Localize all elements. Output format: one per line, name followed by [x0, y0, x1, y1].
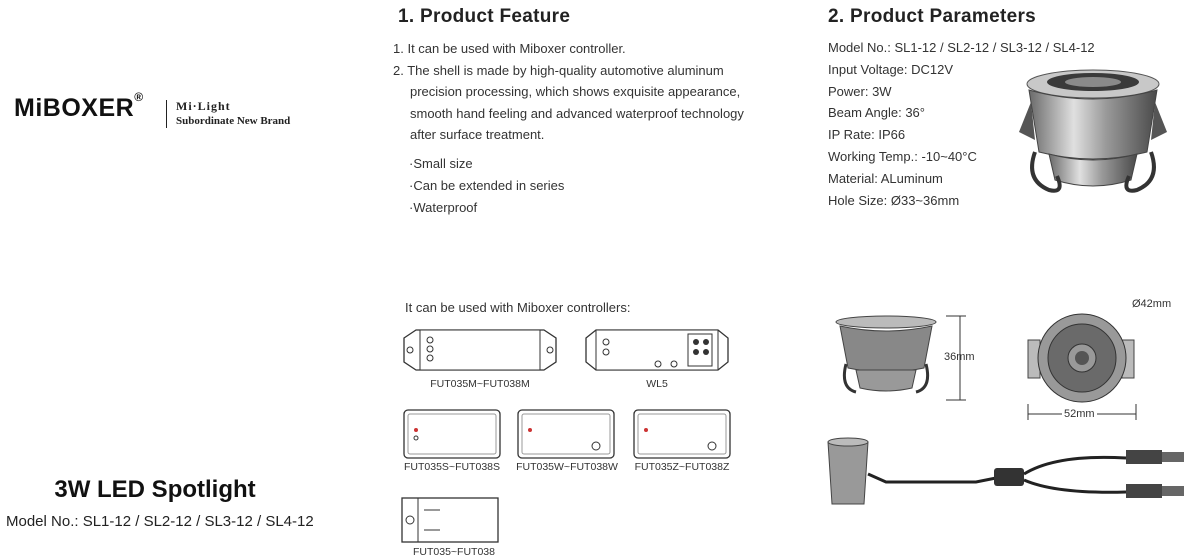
feature-item: 1. It can be used with Miboxer controller. [393, 41, 626, 56]
param-row: Hole Size: Ø33~36mm [828, 192, 960, 208]
parameters-heading: 2. Product Parameters [828, 6, 1036, 27]
param-row: Working Temp.: -10~40°C [828, 148, 977, 164]
feature-item: precision processing, which shows exquisite appearance, [410, 84, 741, 99]
logo-divider [166, 100, 167, 128]
bullet-item: ·Can be extended in series [409, 178, 565, 193]
feature-item: 2. The shell is made by high-quality automotive aluminum [393, 62, 724, 78]
height-dimension: 36mm [944, 351, 975, 363]
controller-fut035s-image [402, 408, 502, 460]
param-row: Model No.: SL1-12 / SL2-12 / SL3-12 / SL4-12 [828, 40, 1095, 55]
controller-caption: FUT035S~FUT038S [404, 461, 500, 473]
controller-caption: FUT035M~FUT038M [430, 378, 530, 390]
feature-heading: 1. Product Feature [398, 6, 571, 27]
controller-wl5-image [582, 322, 732, 382]
spotlight-cable-drawing [826, 434, 1196, 516]
miboxer-logo: MiBOXER® [14, 90, 144, 122]
controller-fut035w-image [516, 408, 616, 460]
product-title: 3W LED Spotlight [54, 476, 256, 503]
controller-caption: WL5 [646, 378, 668, 390]
param-row: Power: 3W [828, 83, 892, 99]
param-row: Input Voltage: DC12V [828, 61, 954, 77]
controller-caption: FUT035~FUT038 [413, 546, 495, 558]
controller-fut035m-image [400, 322, 560, 382]
product-model-line: Model No.: SL1-12 / SL2-12 / SL3-12 / SL4-12 [6, 513, 314, 530]
spotlight-product-image [1005, 62, 1185, 212]
sub-brand-name: Mi·Light [176, 99, 231, 113]
feature-bullets [409, 153, 564, 219]
feature-item: after surface treatment. [410, 127, 545, 142]
controller-fut035-image [400, 494, 504, 546]
sub-brand-tagline: Subordinate New Brand [176, 115, 291, 127]
bullet-item: ·Small size [409, 156, 473, 171]
param-row: Beam Angle: 36° [828, 105, 925, 121]
bullet-item: ·Waterproof [409, 200, 478, 215]
controller-caption: FUT035Z~FUT038Z [634, 461, 730, 473]
param-row: IP Rate: IP66 [828, 127, 906, 143]
feature-list [393, 38, 773, 146]
controller-caption: FUT035W~FUT038W [516, 461, 618, 473]
width-dimension: 52mm [1064, 408, 1095, 420]
feature-item: smooth hand feeling and advanced waterproof technology [410, 105, 744, 121]
param-row: Material: ALuminum [828, 170, 943, 186]
diameter-dimension: Ø42mm [1132, 298, 1172, 310]
controllers-label: It can be used with Miboxer controllers: [405, 300, 631, 315]
controller-fut035z-image [632, 408, 732, 460]
